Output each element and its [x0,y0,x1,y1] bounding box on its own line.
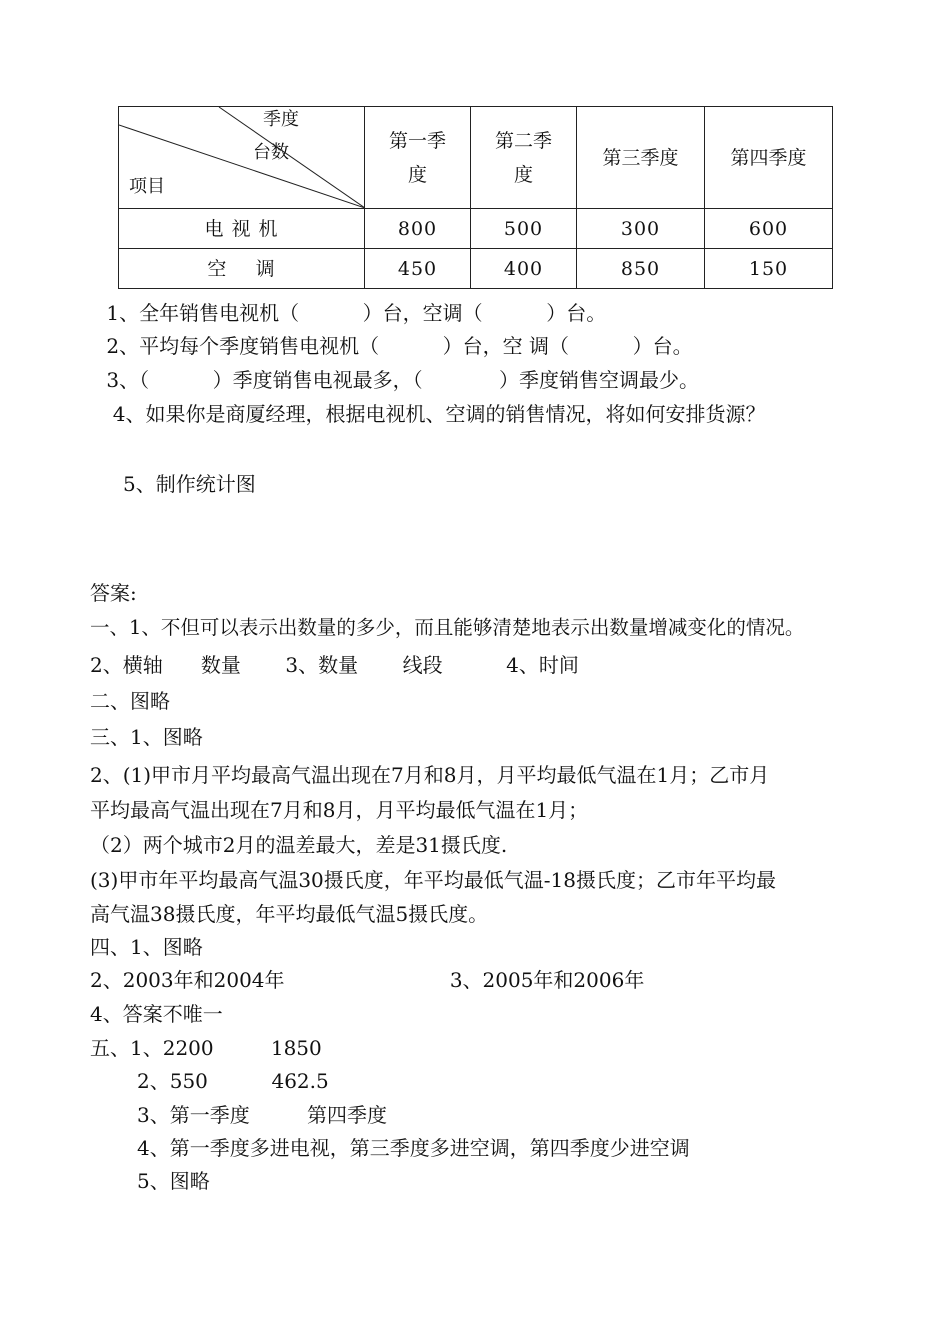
diagonal-header-cell [119,107,365,209]
column-header-q2: 第二季 度 [471,107,577,209]
table-cell: 500 [471,209,577,249]
answer-line: 一、1、不但可以表示出数量的多少，而且能够清楚地表示出数量增减变化的情况。 [90,616,805,639]
answer-line: 五、1、2200 1850 [90,1036,322,1060]
answer-line: 4、第一季度多进电视，第三季度多进空调，第四季度少进空调 [137,1136,690,1160]
answer-line: 三、1、图略 [90,725,203,749]
table-cell: 450 [365,249,471,289]
table-cell: 850 [577,249,705,289]
answer-line: 二、图略 [90,689,170,713]
table-cell: 800 [365,209,471,249]
answer-line: 3、第一季度 第四季度 [137,1103,387,1127]
column-header-q1: 第一季 度 [365,107,471,209]
question-5: 5、制作统计图 [123,472,256,496]
table-cell: 400 [471,249,577,289]
answer-line: 高气温38摄氏度，年平均最低气温5摄氏度。 [90,902,489,926]
table-cell: 600 [705,209,833,249]
table-cell: 300 [577,209,705,249]
question-2: 2、平均每个季度销售电视机（ ）台，空 调（ ）台。 [100,334,693,358]
table-row-tv [119,209,833,249]
sales-table [118,106,833,289]
question-1: 1、全年销售电视机（ ）台，空调（ ）台。 [100,301,607,325]
question-3: 3、（ ）季度销售电视最多，（ ）季度销售空调最少。 [100,368,699,392]
answer-line: 2、(1)甲市月平均最高气温出现在7月和8月，月平均最低气温在1月；乙市月 [90,763,770,787]
table-row-ac [119,249,833,289]
answers-title: 答案: [90,581,137,605]
answer-line: （2）两个城市2月的温差最大，差是31摄氏度. [90,833,508,857]
column-header-q4: 第四季度 [705,107,833,209]
answer-line: 四、1、图略 [90,935,203,959]
answer-line: 2、横轴 数量 3、数量 线段 4、时间 [90,653,579,677]
answer-line: 2、2003年和2004年 3、2005年和2006年 [90,968,645,992]
answer-line: 5、图略 [137,1169,210,1193]
table-header-row [119,107,833,209]
row-label-tv: 电 视 机 [119,209,365,249]
answer-line: 2、550 462.5 [137,1069,329,1093]
column-header-q3: 第三季度 [577,107,705,209]
corner-label-item: 项目 [129,176,165,197]
question-4: 4、如果你是商厦经理，根据电视机、空调的销售情况，将如何安排货源？ [100,402,766,426]
corner-label-season: 季度 [263,109,299,130]
row-label-ac: 空 调 [119,249,365,289]
corner-label-units: 台数 [253,142,289,163]
table-cell: 150 [705,249,833,289]
answer-line: 4、答案不唯一 [90,1002,223,1026]
answer-line: 平均最高气温出现在7月和8月，月平均最低气温在1月； [90,798,589,822]
answer-line: (3)甲市年平均最高气温30摄氏度，年平均最低气温-18摄氏度；乙市年平均最 [90,868,776,892]
